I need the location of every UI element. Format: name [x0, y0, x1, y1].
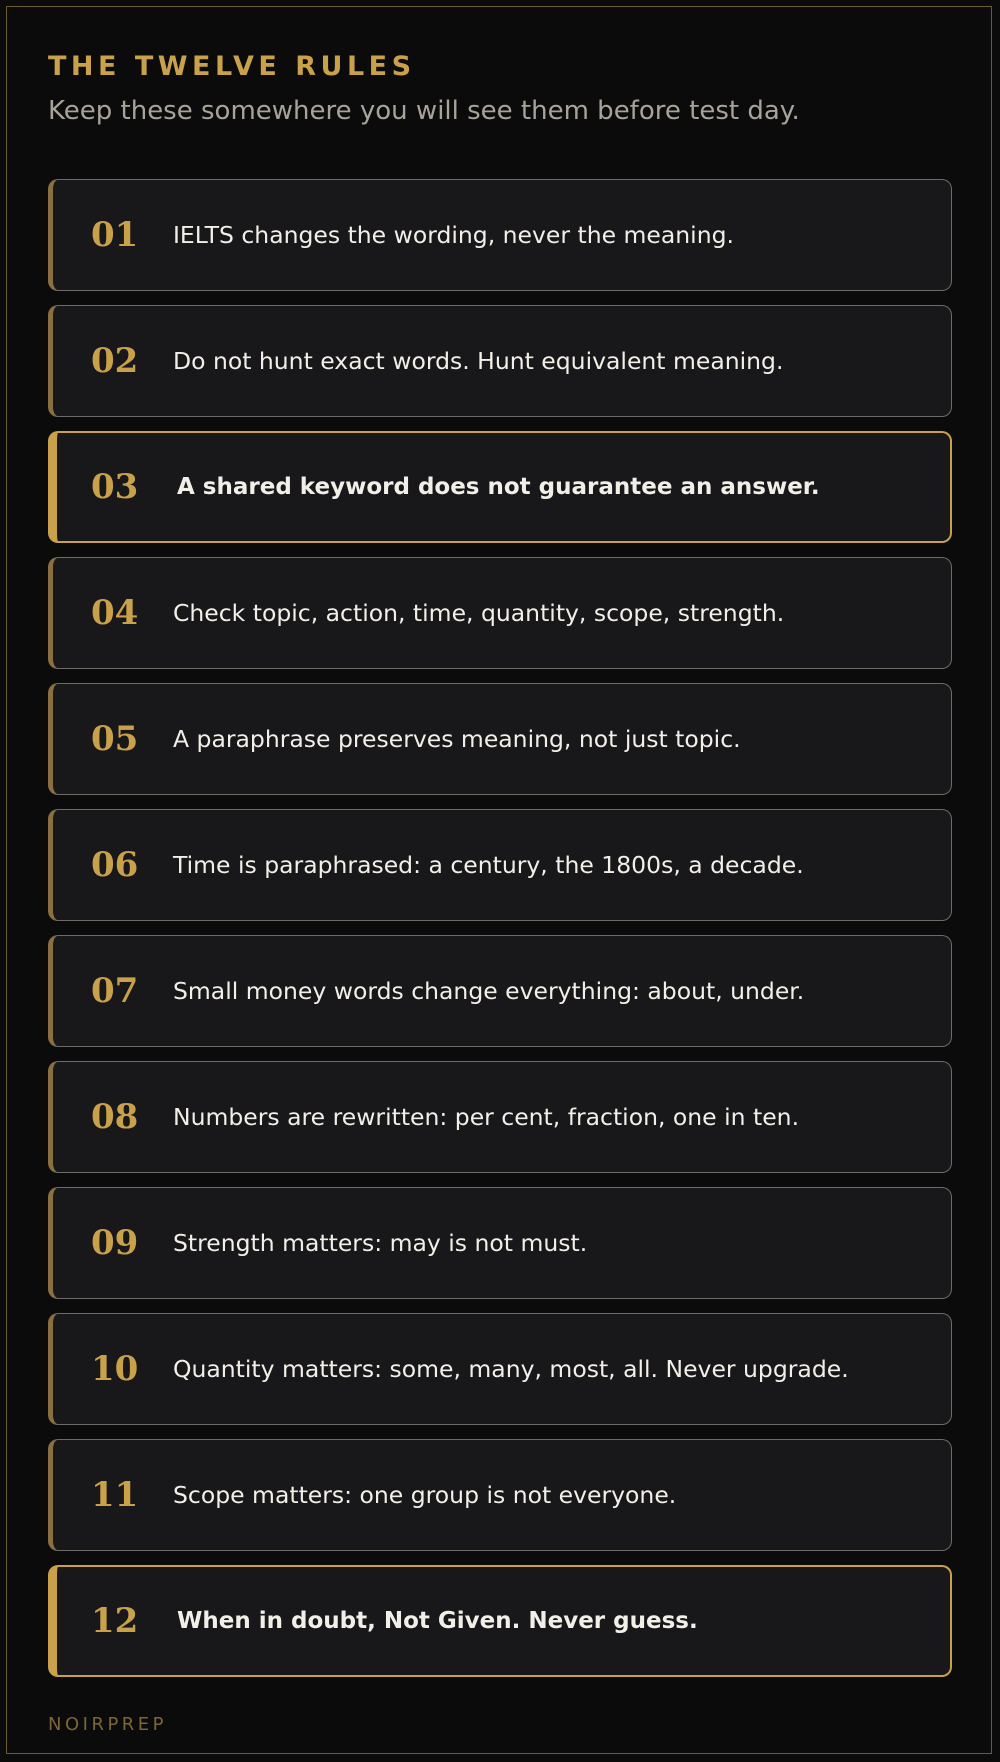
rule-text: IELTS changes the wording, never the meaning. — [173, 221, 734, 249]
rule-card-02 — [48, 305, 952, 417]
header — [48, 50, 948, 128]
rule-text: Do not hunt exact words. Hunt equivalent meaning. — [173, 347, 784, 375]
rule-text: Check topic, action, time, quantity, scope, strength. — [173, 599, 785, 627]
rule-number: 10 — [91, 1349, 139, 1389]
rule-card-10 — [48, 1313, 952, 1425]
rule-text: Strength matters: may is not must. — [173, 1229, 588, 1257]
page-title: THE TWELVE RULES — [48, 51, 416, 82]
page-subtitle: Keep these somewhere you will see them before test day. — [48, 96, 800, 126]
rule-card-09 — [48, 1187, 952, 1299]
rule-number: 07 — [91, 971, 139, 1011]
rule-text: Numbers are rewritten: per cent, fraction, one in ten. — [173, 1103, 800, 1131]
rule-number: 08 — [91, 1097, 139, 1137]
rule-number: 09 — [91, 1223, 139, 1263]
rule-card-11 — [48, 1439, 952, 1551]
rules-list — [48, 179, 952, 1691]
rule-number: 04 — [91, 593, 139, 633]
rule-card-03 — [48, 431, 952, 543]
rule-text: Time is paraphrased: a century, the 1800s, a decade. — [173, 851, 804, 879]
rule-number: 12 — [91, 1601, 139, 1641]
rule-text: Quantity matters: some, many, most, all. Never upgrade. — [173, 1355, 849, 1383]
rule-number: 02 — [91, 341, 139, 381]
brand-footer: NOIRPREP — [48, 1714, 168, 1735]
rule-text: Small money words change everything: about, under. — [173, 977, 805, 1005]
rule-number: 05 — [91, 719, 139, 759]
rule-card-04 — [48, 557, 952, 669]
rule-card-07 — [48, 935, 952, 1047]
rule-number: 03 — [91, 467, 139, 507]
rule-number: 11 — [91, 1475, 139, 1515]
rule-number: 01 — [91, 215, 139, 255]
rule-card-05 — [48, 683, 952, 795]
rule-number: 06 — [91, 845, 139, 885]
rule-card-01 — [48, 179, 952, 291]
rule-text: A shared keyword does not guarantee an answer. — [177, 474, 820, 500]
rule-card-08 — [48, 1061, 952, 1173]
rule-text: Scope matters: one group is not everyone. — [173, 1481, 677, 1509]
rule-text: A paraphrase preserves meaning, not just topic. — [173, 725, 741, 753]
rule-text: When in doubt, Not Given. Never guess. — [177, 1608, 698, 1634]
rule-card-06 — [48, 809, 952, 921]
rule-card-12 — [48, 1565, 952, 1677]
